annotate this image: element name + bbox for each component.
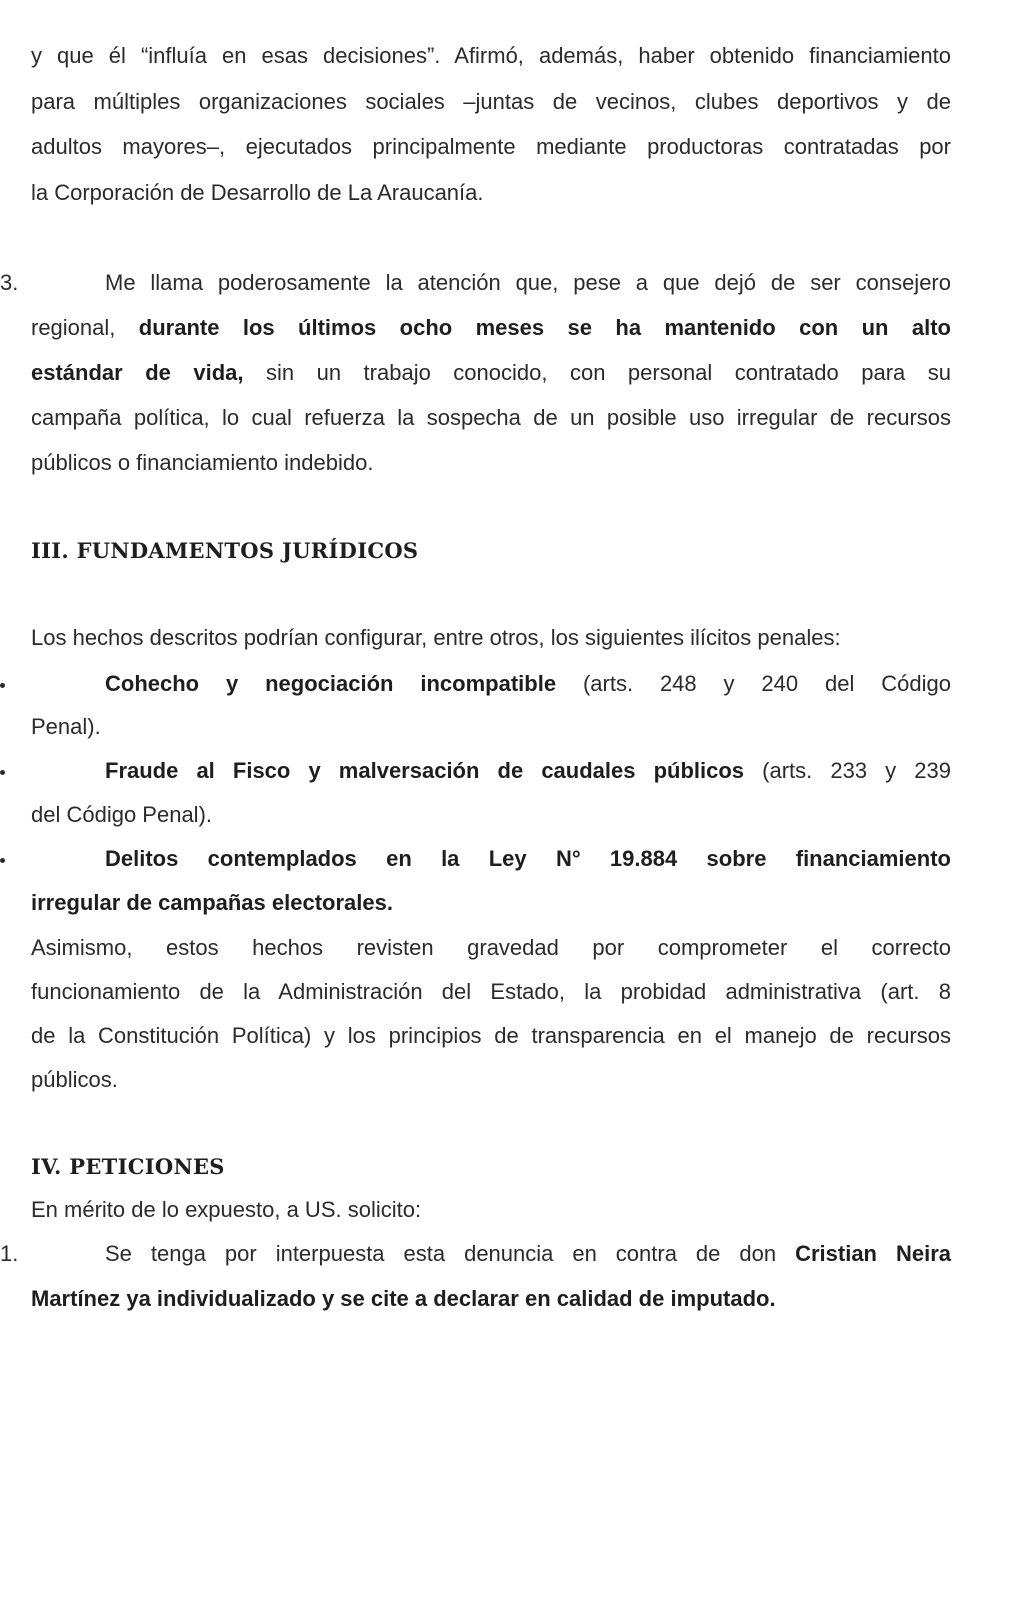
list-item-line: Delitos contemplados en la Ley N° 19.884 sobre financiamiento <box>105 846 951 871</box>
paragraph-line: campaña política, lo cual refuerza la sospecha de un posible uso irregular de recursos <box>31 405 951 430</box>
plain-text: (arts. 233 y 239 <box>762 758 951 783</box>
paragraph-line: adultos mayores–, ejecutados principalmente mediante productoras contratadas por <box>31 134 951 159</box>
list-item-line <box>105 757 951 785</box>
plain-text: regional, <box>31 315 116 340</box>
list-item-line <box>105 670 951 698</box>
paragraph-line: para múltiples organizaciones sociales –juntas de vecinos, clubes deportivos y de <box>31 89 951 114</box>
paragraph-line: Me llama poderosamente la atención que, pese a que dejó de ser consejero <box>105 270 951 295</box>
paragraph-line <box>105 1240 951 1268</box>
paragraph-line: funcionamiento de la Administración del Estado, la probidad administrativa (art. 8 <box>31 979 951 1004</box>
paragraph-line: y que él “influía en esas decisiones”. Afirmó, además, haber obtenido financiamiento <box>31 43 951 68</box>
paragraph-line: Asimismo, estos hechos revisten gravedad por comprometer el correcto <box>31 935 951 960</box>
bullet-icon <box>0 683 5 688</box>
paragraph-line <box>31 314 951 342</box>
list-item-line: irregular de campañas electorales. <box>31 890 393 915</box>
list-item-line: Penal). <box>31 714 101 739</box>
bullet-icon <box>0 858 5 863</box>
bullet-icon <box>0 770 5 775</box>
bold-text: Cristian Neira <box>795 1241 951 1266</box>
paragraph-line: En mérito de lo expuesto, a US. solicito: <box>31 1197 422 1222</box>
paragraph-line: Los hechos descritos podrían configurar, entre otros, los siguientes ilícitos penales: <box>31 625 841 650</box>
plain-text: sin un trabajo conocido, con personal contratado para su <box>265 360 951 385</box>
bold-text: estándar de vida, <box>31 360 244 385</box>
plain-text: Se tenga por interpuesta esta denuncia en contra de don <box>105 1241 777 1266</box>
paragraph-line: la Corporación de Desarrollo de La Araucanía. <box>31 180 484 205</box>
plain-text: (arts. 248 y 240 del Código <box>582 671 951 696</box>
paragraph-line: de la Constitución Política) y los principios de transparencia en el manejo de recursos <box>31 1023 951 1048</box>
list-item-line: del Código Penal). <box>31 802 213 827</box>
bold-text: durante los últimos ocho meses se ha mantenido con un alto <box>138 315 951 340</box>
section-heading: IV. PETICIONES <box>31 1154 225 1179</box>
paragraph-line: públicos. <box>31 1067 118 1092</box>
paragraph-line: públicos o financiamiento indebido. <box>31 450 374 475</box>
paragraph-line: Martínez ya individualizado y se cite a declarar en calidad de imputado. <box>31 1286 776 1311</box>
paragraph-line <box>31 359 951 387</box>
list-number: 3. <box>0 270 19 295</box>
section-heading: III. FUNDAMENTOS JURÍDICOS <box>31 538 419 563</box>
bold-text: Fraude al Fisco y malversación de caudales públicos <box>105 758 745 783</box>
list-number: 1. <box>0 1241 19 1266</box>
bold-text: Cohecho y negociación incompatible <box>105 671 557 696</box>
